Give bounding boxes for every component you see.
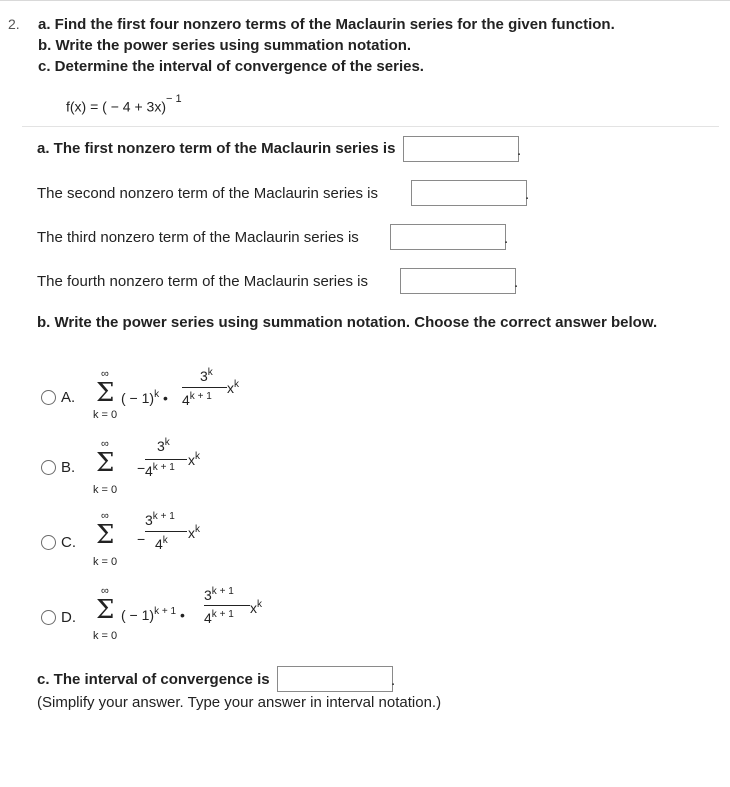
term3-input[interactable] — [390, 224, 509, 250]
option-b-fraction-bar — [145, 459, 187, 460]
option-d-numerator — [204, 587, 234, 603]
num-base: 3 — [145, 512, 153, 528]
den-exponent: k + 1 — [211, 609, 234, 620]
option-c-sign: − — [137, 531, 146, 547]
option-c-upper-limit: ∞ — [101, 510, 109, 522]
part-b-prompt-text: b. Write the power series using summation notation. Choose the correct answer below. — [37, 314, 658, 331]
part-c-hint: (Simplify your answer. Type your answer in interval notation.) — [37, 694, 442, 711]
option-d-lower-limit: k = 0 — [93, 630, 118, 642]
coef-base: ( − 1) — [121, 607, 155, 623]
num-base: 3 — [157, 438, 165, 454]
instruction-c: c. Determine the interval of convergence of the series. — [38, 58, 424, 75]
option-d-fraction-bar — [204, 605, 250, 606]
coef-exponent: k + 1 — [154, 606, 177, 617]
option-a-variable — [227, 380, 239, 396]
sigma-icon: Σ — [96, 520, 115, 550]
period: . — [525, 186, 530, 203]
option-b-denominator — [145, 463, 175, 479]
var-base: x — [227, 380, 234, 396]
den-exponent: k — [162, 535, 168, 546]
period: . — [514, 274, 519, 291]
option-a-numerator — [200, 368, 213, 384]
option-c-numerator — [145, 512, 175, 528]
option-c-variable — [188, 525, 200, 541]
term4-prompt: The fourth nonzero term of the Maclaurin series is — [37, 273, 368, 290]
option-b-upper-limit: ∞ — [101, 438, 109, 450]
option-b-radio[interactable] — [41, 460, 56, 475]
option-b-label: B. — [61, 459, 76, 476]
option-c-denominator — [155, 536, 168, 552]
option-d-coefficient — [121, 607, 185, 623]
num-exponent: k + 1 — [211, 586, 234, 597]
part-c-prompt: c. The interval of convergence is — [37, 671, 270, 688]
instruction-b: b. Write the power series using summation notation. — [38, 37, 412, 54]
instruction-a: a. Find the first four nonzero terms of the Maclaurin series for the given function. — [38, 16, 615, 33]
term1-input[interactable] — [403, 136, 522, 162]
den-base: 4 — [182, 392, 190, 408]
var-exponent: k — [257, 599, 262, 610]
term3-prompt: The third nonzero term of the Maclaurin series is — [37, 229, 359, 246]
option-c-lower-limit: k = 0 — [93, 556, 118, 568]
option-d-radio[interactable] — [41, 610, 56, 625]
option-b-numerator — [157, 438, 170, 454]
option-d-upper-limit: ∞ — [101, 585, 109, 597]
sigma-icon: Σ — [96, 595, 115, 625]
coef-base: ( − 1) — [121, 390, 155, 406]
period: . — [391, 672, 396, 689]
den-exponent: k + 1 — [152, 462, 175, 473]
num-base: 3 — [200, 368, 208, 384]
option-b-sign: − — [137, 460, 146, 476]
option-b-variable — [188, 452, 200, 468]
option-d-label: D. — [61, 609, 76, 626]
function-text: f(x) = ( − 4 + 3x) — [66, 98, 166, 115]
num-exponent: k — [207, 367, 213, 378]
part-b-prompt — [37, 314, 657, 331]
term1-prompt: a. The first nonzero term of the Maclaurin series is — [37, 140, 396, 157]
option-a-upper-limit: ∞ — [101, 368, 109, 380]
var-exponent: k — [195, 524, 200, 535]
option-c-label: C. — [61, 534, 76, 551]
option-b-lower-limit: k = 0 — [93, 484, 118, 496]
top-divider — [0, 0, 730, 1]
var-exponent: k — [234, 379, 239, 390]
var-base: x — [250, 600, 257, 616]
option-a-lower-limit: k = 0 — [93, 409, 118, 421]
section-divider — [22, 126, 719, 127]
var-base: x — [188, 525, 195, 541]
mult-dot: • — [162, 390, 168, 406]
sigma-icon: Σ — [96, 448, 115, 478]
den-exponent: k + 1 — [189, 391, 212, 402]
question-number: 2. — [8, 16, 20, 32]
term2-input[interactable] — [411, 180, 530, 206]
period: . — [504, 230, 509, 247]
option-a-denominator — [182, 392, 212, 408]
option-d-variable — [250, 600, 262, 616]
sigma-icon: Σ — [96, 378, 115, 408]
option-a-fraction-bar — [182, 387, 227, 388]
coef-exponent: k — [154, 389, 160, 400]
den-base: 4 — [145, 463, 153, 479]
term4-input[interactable] — [400, 268, 519, 294]
num-exponent: k + 1 — [152, 511, 175, 522]
mult-dot: • — [179, 607, 185, 623]
den-base: 4 — [204, 610, 212, 626]
function-exponent: − 1 — [165, 93, 182, 105]
den-base: 4 — [155, 536, 163, 552]
num-exponent: k — [164, 437, 170, 448]
option-c-radio[interactable] — [41, 535, 56, 550]
option-a-label: A. — [61, 389, 76, 406]
var-base: x — [188, 452, 195, 468]
option-d-denominator — [204, 610, 234, 626]
period: . — [517, 142, 522, 159]
option-a-coefficient — [121, 390, 168, 406]
interval-input[interactable] — [277, 666, 396, 692]
term2-prompt: The second nonzero term of the Maclaurin series is — [37, 185, 378, 202]
var-exponent: k — [195, 451, 200, 462]
option-c-fraction-bar — [145, 531, 187, 532]
num-base: 3 — [204, 587, 212, 603]
function-definition — [66, 93, 182, 115]
option-a-radio[interactable] — [41, 390, 56, 405]
